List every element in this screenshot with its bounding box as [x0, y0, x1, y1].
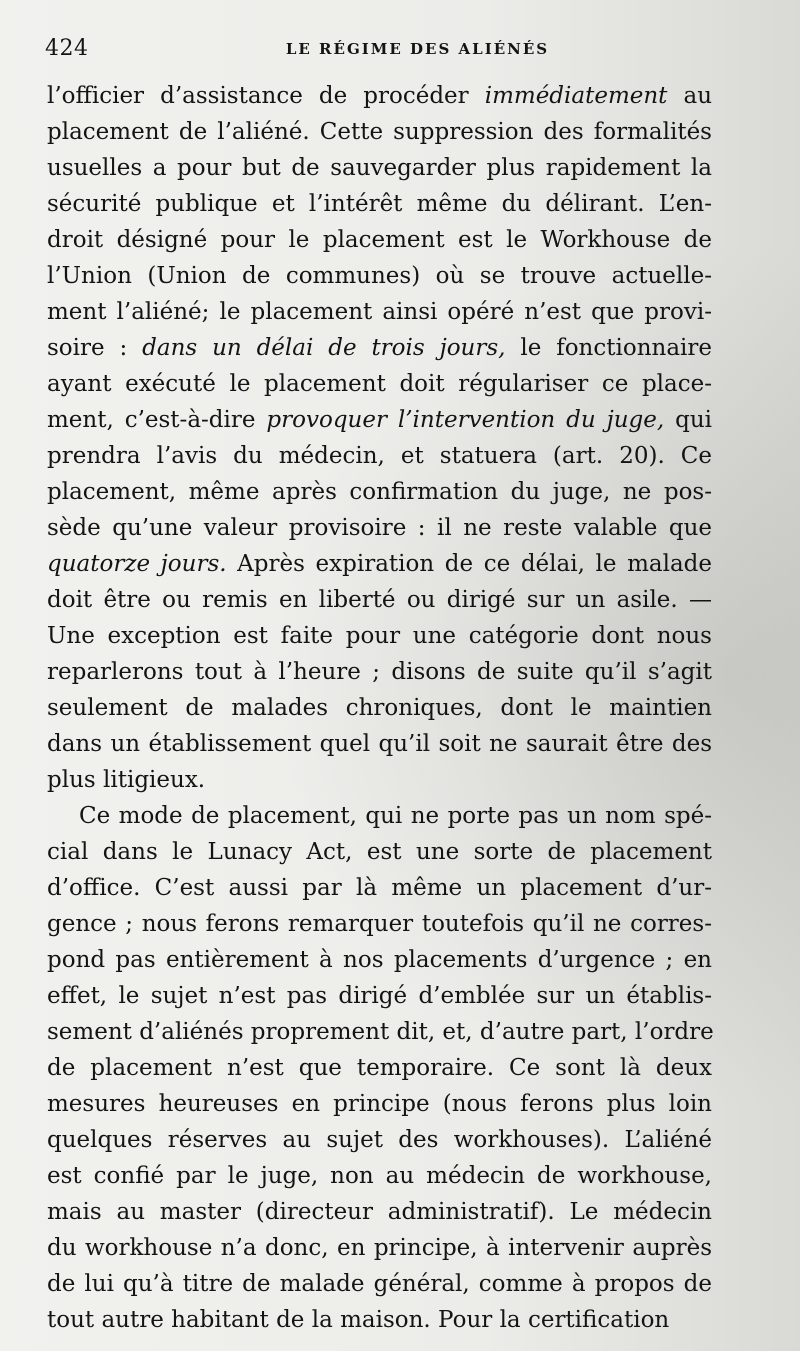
- text-line: [47, 798, 712, 834]
- text-line: [47, 942, 712, 978]
- text-run: l’Union (Union de communes) où se trouve actuelle-: [47, 263, 712, 289]
- text-line: [47, 222, 712, 258]
- text-run: soire :: [47, 335, 143, 361]
- text-run: placement, même après confirmation du juge, ne pos-: [47, 479, 712, 505]
- text-run: de placement n’est que temporaire. Ce sont là deux: [47, 1055, 712, 1081]
- text-run: plus litigieux.: [47, 767, 206, 793]
- text-line: [47, 1014, 712, 1050]
- text-line: [47, 330, 712, 366]
- text-run: seulement de malades chroniques, dont le maintien: [47, 695, 712, 721]
- paragraph-1: [47, 78, 712, 798]
- text-run: mesures heureuses en principe (nous ferons plus loin: [47, 1091, 712, 1117]
- body-text: [47, 78, 712, 1338]
- text-line: [47, 1194, 712, 1230]
- text-line: [47, 186, 712, 222]
- text-line: [47, 690, 712, 726]
- text-run: reparlerons tout à l’heure ; disons de suite qu’il s’agit: [47, 659, 712, 685]
- text-line: [47, 906, 712, 942]
- text-line: [47, 78, 712, 114]
- italic-text: quatorze jours.: [47, 551, 227, 577]
- page-header: [45, 36, 710, 76]
- text-run: d’office. C’est aussi par là même un placement d’ur-: [47, 875, 712, 901]
- text-line: [47, 834, 712, 870]
- text-line: [47, 726, 712, 762]
- text-run: placement de l’aliéné. Cette suppression des formalités: [47, 119, 712, 145]
- text-line: [47, 618, 712, 654]
- text-run: ment, c’est-à-dire: [47, 407, 267, 433]
- text-line: [47, 150, 712, 186]
- text-run: l’officier d’assistance de procéder: [47, 83, 485, 109]
- text-run: cial dans le Lunacy Act, est une sorte de placement: [47, 839, 712, 865]
- text-line: [47, 438, 712, 474]
- text-line: [47, 582, 712, 618]
- text-run: sécurité publique et l’intérêt même du délirant. L’en-: [47, 191, 712, 217]
- italic-text: provoquer l’intervention du juge,: [266, 407, 665, 433]
- text-run: sède qu’une valeur provisoire : il ne reste valable que: [47, 515, 712, 541]
- running-title: LE RÉGIME DES ALIÉNÉS: [285, 40, 550, 58]
- text-run: est confié par le juge, non au médecin de workhouse,: [47, 1163, 712, 1189]
- text-run: effet, le sujet n’est pas dirigé d’emblée sur un établis-: [47, 983, 712, 1009]
- text-run: ayant exécuté le placement doit régulariser ce place-: [47, 371, 712, 397]
- text-run: Ce mode de placement, qui ne porte pas un nom spé-: [79, 803, 712, 829]
- text-run: tout autre habitant de la maison. Pour la certification: [47, 1307, 670, 1333]
- text-run: quelques réserves au sujet des workhouses). L’aliéné: [47, 1127, 712, 1153]
- text-line: [47, 294, 712, 330]
- text-line: [47, 366, 712, 402]
- text-line: [47, 1122, 712, 1158]
- italic-text: dans un délai de trois jours,: [142, 335, 506, 361]
- text-run: pond pas entièrement à nos placements d’urgence ; en: [47, 947, 712, 973]
- text-line: [47, 1086, 712, 1122]
- text-run: prendra l’avis du médecin, et statuera (art. 20). Ce: [47, 443, 712, 469]
- text-line: [47, 978, 712, 1014]
- text-line: [47, 474, 712, 510]
- text-run: Après expiration de ce délai, le malade: [226, 551, 712, 577]
- italic-text: immédiatement: [484, 83, 668, 109]
- text-line: [47, 1050, 712, 1086]
- text-line: [47, 510, 712, 546]
- text-run: dans un établissement quel qu’il soit ne saurait être des: [47, 731, 712, 757]
- text-run: le fonctionnaire: [505, 335, 713, 361]
- text-line: [47, 1230, 712, 1266]
- text-run: mais au master (directeur administratif). Le médecin: [47, 1199, 712, 1225]
- text-run: de lui qu’à titre de malade général, comme à propos de: [47, 1271, 712, 1297]
- text-line: [47, 546, 712, 582]
- text-line: [47, 258, 712, 294]
- text-run: ment l’aliéné; le placement ainsi opéré n’est que provi-: [47, 299, 712, 325]
- text-run: au: [667, 83, 713, 109]
- text-run: du workhouse n’a donc, en principe, à intervenir auprès: [47, 1235, 712, 1261]
- text-line: [47, 870, 712, 906]
- text-line: [47, 654, 712, 690]
- text-run: Une exception est faite pour une catégorie dont nous: [47, 623, 712, 649]
- text-run: doit être ou remis en liberté ou dirigé sur un asile. —: [47, 587, 712, 613]
- text-run: qui: [664, 407, 713, 433]
- text-line: [47, 402, 712, 438]
- text-run: droit désigné pour le placement est le Workhouse de: [47, 227, 712, 253]
- text-line: [47, 1158, 712, 1194]
- text-line: [47, 762, 712, 798]
- text-line: [47, 114, 712, 150]
- page-number: 424: [45, 36, 89, 61]
- text-run: gence ; nous ferons remarquer toutefois qu’il ne corres-: [47, 911, 712, 937]
- text-run: usuelles a pour but de sauvegarder plus rapidement la: [47, 155, 712, 181]
- text-line: [47, 1266, 712, 1302]
- paragraph-2: [47, 798, 712, 1338]
- text-run: sement d’aliénés proprement dit, et, d’autre part, l’ordre: [47, 1019, 714, 1045]
- text-line: [47, 1302, 712, 1338]
